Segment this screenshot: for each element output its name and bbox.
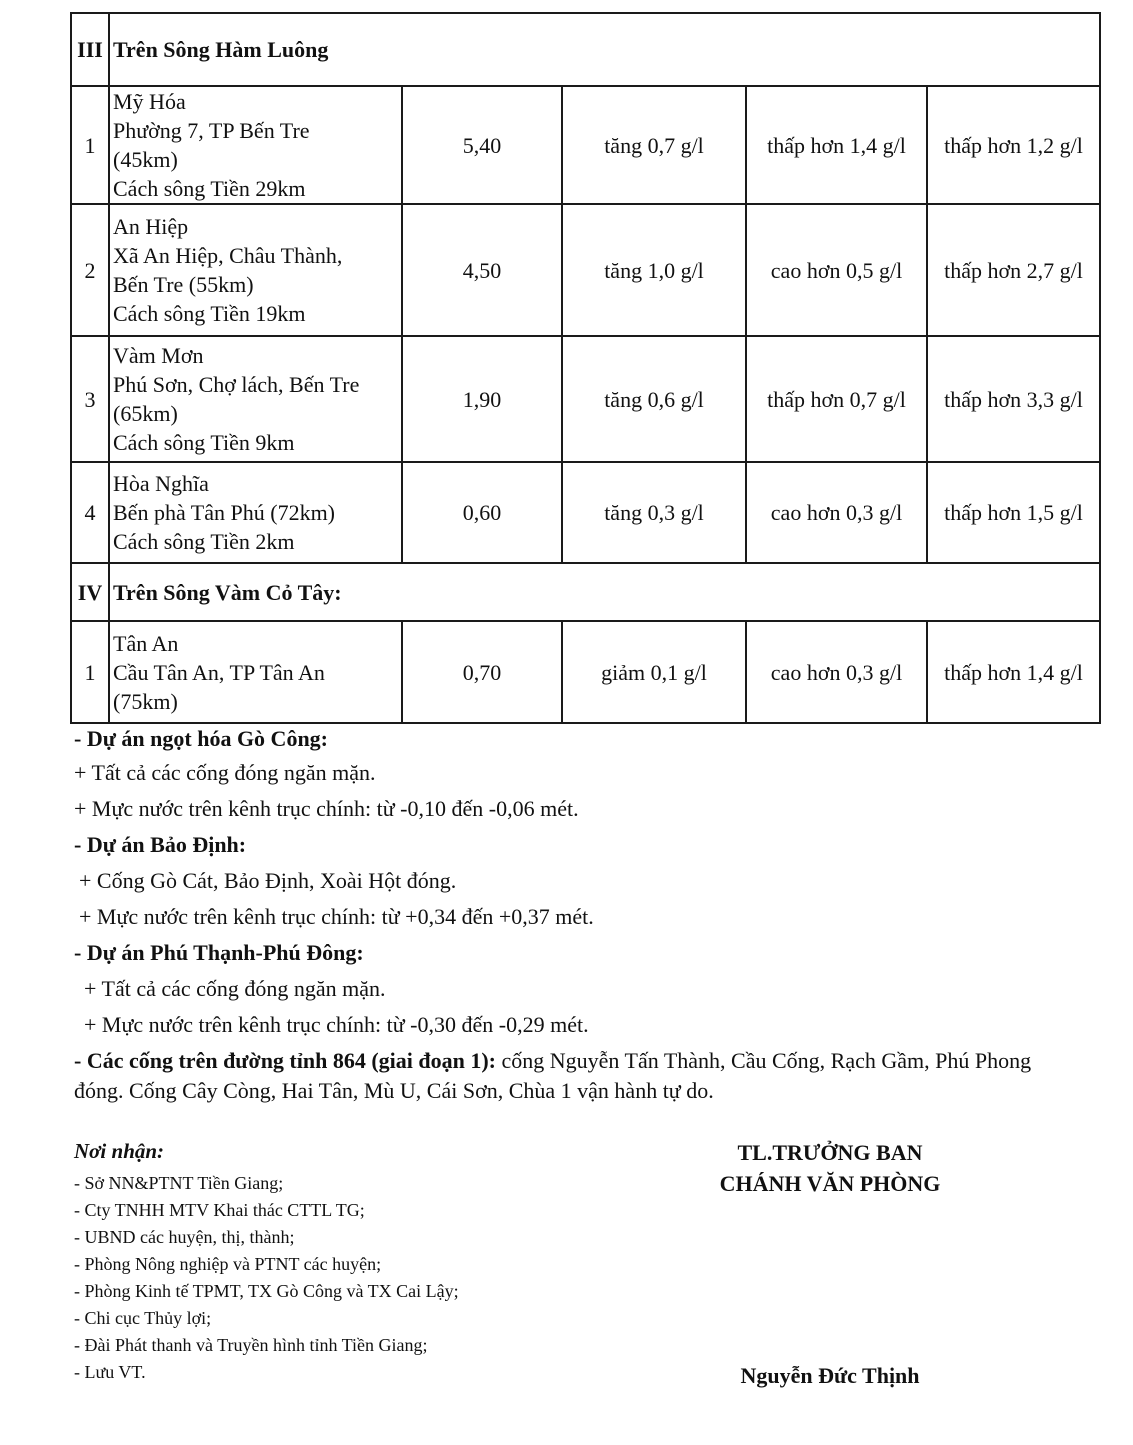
location-line: Cách sông Tiền 2km [113, 529, 295, 554]
note-road-864-text: cống Nguyễn Tấn Thành, Cầu Cống, Rạch Gầm, Phú Phong đóng. Cống Cây Còng, Hai Tân, Mù U, Cái Sơn, Chùa 1 vận hành tự do. [74, 1048, 1032, 1103]
location-line: Vàm Mơn [113, 343, 204, 368]
location-line: Xã An Hiệp, Châu Thành, [113, 243, 343, 268]
location-line: Cầu Tân An, TP Tân An [113, 659, 325, 685]
compare-value-1: cao hơn 0,5 g/l [746, 204, 927, 336]
location-cell [109, 336, 402, 462]
recipient-item: - Phòng Kinh tế TPMT, TX Gò Công và TX Cai Lậy; [74, 1281, 459, 1301]
salinity-value: 1,90 [402, 336, 562, 462]
recipients-block [74, 1137, 634, 1386]
change-value: tăng 0,6 g/l [562, 336, 746, 462]
location-line: An Hiệp [113, 214, 189, 239]
section-title: Trên Sông Vàm Cỏ Tây: [109, 563, 1100, 621]
note-item: + Mực nước trên kênh trục chính: từ -0,10 đến -0,06 mét. [74, 796, 579, 821]
location-line: Phú Sơn, Chợ lách, Bến Tre [113, 372, 360, 397]
row-number: 4 [71, 462, 109, 563]
table-row [71, 86, 1100, 204]
location-cell [109, 462, 402, 563]
change-value: tăng 0,7 g/l [562, 86, 746, 204]
recipient-item: - Chi cục Thủy lợi; [74, 1308, 212, 1328]
note-item: + Mực nước trên kênh trục chính: từ -0,30 đến -0,29 mét. [84, 1012, 589, 1037]
recipient-item: - Lưu VT. [74, 1362, 146, 1382]
compare-value-2: thấp hơn 2,7 g/l [927, 204, 1100, 336]
note-item: + Cống Gò Cát, Bảo Định, Xoài Hột đóng. [79, 868, 457, 893]
signer-name: Nguyễn Đức Thịnh [740, 1363, 920, 1388]
salinity-value: 4,50 [402, 204, 562, 336]
location-line: Bến Tre (55km) [113, 272, 254, 297]
recipient-item: - Cty TNHH MTV Khai thác CTTL TG; [74, 1200, 365, 1220]
note-item: + Tất cả các cống đóng ngăn mặn. [74, 760, 376, 785]
table-row [71, 621, 1100, 723]
change-value: giảm 0,1 g/l [562, 621, 746, 723]
compare-value-2: thấp hơn 3,3 g/l [927, 336, 1100, 462]
salinity-table [70, 12, 1101, 724]
notes-section [74, 723, 1074, 1106]
section-header-row [71, 563, 1100, 621]
compare-value-1: cao hơn 0,3 g/l [746, 621, 927, 723]
note-item: + Tất cả các cống đóng ngăn mặn. [84, 976, 386, 1001]
section-title: Trên Sông Hàm Luông [109, 13, 1100, 86]
note-road-864 [74, 1046, 1074, 1106]
change-value: tăng 0,3 g/l [562, 462, 746, 563]
location-line: Bến phà Tân Phú (72km) [113, 500, 336, 525]
table-row [71, 204, 1100, 336]
note-road-864-lead: - Các cống trên đường tỉnh 864 (giai đoạn 1): [74, 1048, 497, 1073]
row-number: 3 [71, 336, 109, 462]
compare-value-1: cao hơn 0,3 g/l [746, 462, 927, 563]
salinity-value: 0,70 [402, 621, 562, 723]
location-line: (75km) [113, 688, 178, 714]
location-line: (45km) [113, 147, 178, 172]
note-heading-go-cong: - Dự án ngọt hóa Gò Công: [74, 726, 329, 751]
location-line: Hòa Nghĩa [113, 471, 209, 496]
change-value: tăng 1,0 g/l [562, 204, 746, 336]
location-cell [109, 86, 402, 204]
salinity-value: 5,40 [402, 86, 562, 204]
signature-block [680, 1137, 980, 1388]
table-row [71, 336, 1100, 462]
note-heading-phu-thanh: - Dự án Phú Thạnh-Phú Đông: [74, 940, 364, 965]
recipient-item: - Đài Phát thanh và Truyền hình tỉnh Tiền Giang; [74, 1335, 428, 1355]
location-line: Mỹ Hóa [113, 89, 186, 114]
compare-value-2: thấp hơn 1,5 g/l [927, 462, 1100, 563]
compare-value-1: thấp hơn 1,4 g/l [746, 86, 927, 204]
location-cell [109, 621, 402, 723]
location-line: Cách sông Tiền 29km [113, 176, 306, 201]
note-item: + Mực nước trên kênh trục chính: từ +0,34 đến +0,37 mét. [79, 904, 594, 929]
location-line: (65km) [113, 401, 178, 426]
location-line: Phường 7, TP Bến Tre [113, 118, 310, 143]
compare-value-2: thấp hơn 1,2 g/l [927, 86, 1100, 204]
row-number: 1 [71, 86, 109, 204]
section-number: IV [71, 563, 109, 621]
location-cell [109, 204, 402, 336]
section-number: III [71, 13, 109, 86]
row-number: 2 [71, 204, 109, 336]
section-header-row [71, 13, 1100, 86]
recipient-item: - Sở NN&PTNT Tiền Giang; [74, 1173, 284, 1193]
salinity-value: 0,60 [402, 462, 562, 563]
compare-value-1: thấp hơn 0,7 g/l [746, 336, 927, 462]
compare-value-2: thấp hơn 1,4 g/l [927, 621, 1100, 723]
note-heading-bao-dinh: - Dự án Bảo Định: [74, 832, 247, 857]
recipients-title: Nơi nhận: [74, 1139, 165, 1163]
table-row [71, 462, 1100, 563]
recipient-item: - Phòng Nông nghiệp và PTNT các huyện; [74, 1254, 382, 1274]
location-line: Cách sông Tiền 19km [113, 301, 306, 326]
signature-title-line-1: TL.TRƯỞNG BAN [737, 1140, 923, 1165]
location-line: Cách sông Tiền 9km [113, 430, 295, 455]
recipient-item: - UBND các huyện, thị, thành; [74, 1227, 295, 1247]
row-number: 1 [71, 621, 109, 723]
signature-title-line-2: CHÁNH VĂN PHÒNG [719, 1171, 941, 1196]
location-line: Tân An [113, 630, 179, 656]
